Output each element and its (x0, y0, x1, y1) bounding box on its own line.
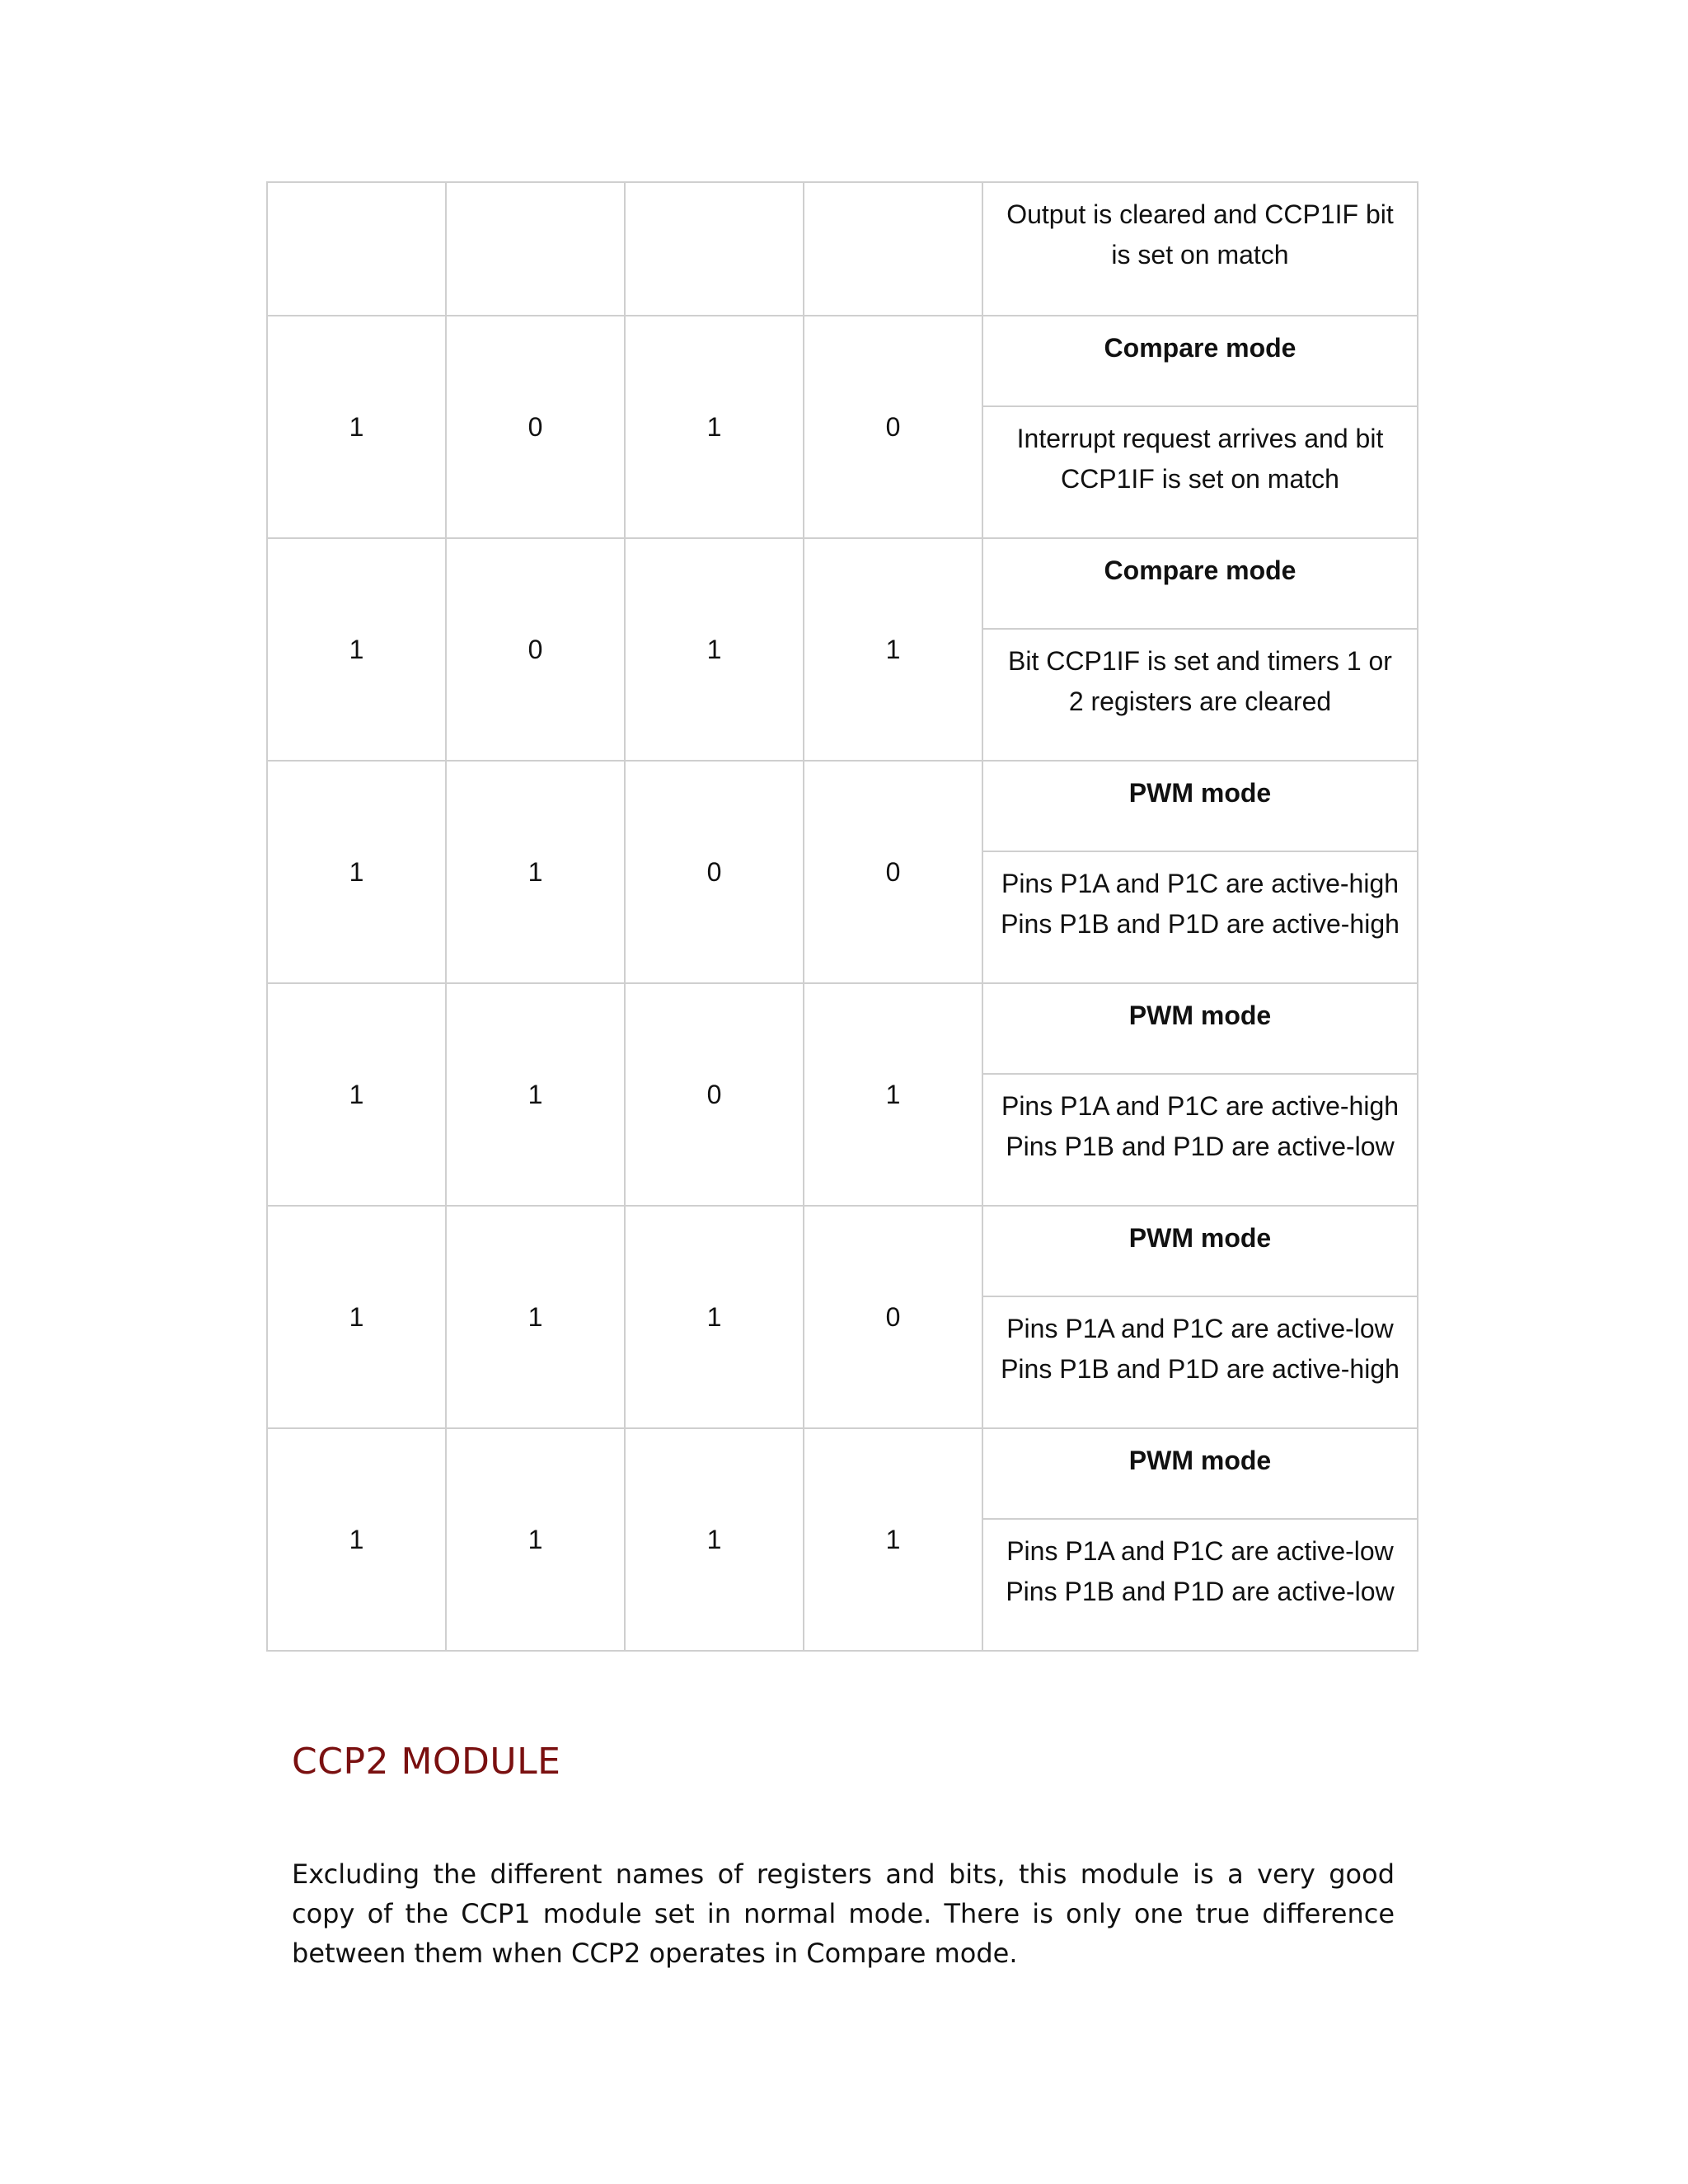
bit-cell: 1 (804, 983, 982, 1206)
bit-cell: 1 (267, 1206, 446, 1428)
description-line: Output is cleared and CCP1IF bit (1006, 199, 1394, 229)
description-line: Pins P1A and P1C are active-low (1006, 1536, 1394, 1566)
mode-description-cell (982, 1519, 1418, 1651)
description-line: is set on match (1111, 240, 1289, 269)
bit-cell: 1 (267, 538, 446, 761)
mode-name-cell: PWM mode (982, 1206, 1418, 1296)
table-row (267, 1206, 1418, 1296)
bit-cell: 1 (804, 1428, 982, 1651)
description-line: 2 registers are cleared (1068, 687, 1332, 716)
bit-cell: 0 (804, 316, 982, 538)
description-line: Bit CCP1IF is set and timers 1 or (1008, 646, 1392, 676)
table-row (267, 1428, 1418, 1519)
table-row (267, 182, 1418, 316)
bit-cell: 0 (804, 1206, 982, 1428)
mode-description-cell (982, 1074, 1418, 1206)
table-row (267, 538, 1418, 629)
mode-description-cell (982, 851, 1418, 983)
bit-cell: 1 (446, 983, 625, 1206)
section-heading: CCP2 MODULE (292, 1741, 561, 1783)
mode-description-cell (982, 629, 1418, 761)
bit-cell: 1 (267, 761, 446, 983)
bit-cell (625, 182, 804, 316)
mode-description-cell (982, 182, 1418, 316)
bit-cell (446, 182, 625, 316)
description-line: Pins P1B and P1D are active-low (1006, 1577, 1395, 1606)
bit-cell: 1 (446, 761, 625, 983)
mode-name-cell: PWM mode (982, 983, 1418, 1074)
bit-cell: 1 (625, 1206, 804, 1428)
description-line: Pins P1A and P1C are active-high (1001, 869, 1400, 898)
bit-cell: 1 (625, 538, 804, 761)
description-line: CCP1IF is set on match (1061, 464, 1339, 494)
bit-cell: 1 (267, 316, 446, 538)
ccp-mode-table (266, 181, 1418, 1652)
description-line: Pins P1B and P1D are active-high (1001, 1354, 1400, 1384)
mode-description-cell (982, 1296, 1418, 1428)
bit-cell: 0 (625, 761, 804, 983)
mode-name-cell: Compare mode (982, 538, 1418, 629)
mode-description-cell (982, 406, 1418, 538)
mode-name-cell: PWM mode (982, 1428, 1418, 1519)
section-paragraph: Excluding the different names of registers and bits, this module is a very good copy of the CCP1 module set in normal mode. There is only one true difference between them when CCP2 operates in Compare mode. (292, 1858, 1395, 1969)
table-row (267, 316, 1418, 406)
bit-cell: 1 (625, 1428, 804, 1651)
mode-name-cell: Compare mode (982, 316, 1418, 406)
table-row (267, 983, 1418, 1074)
bit-cell: 1 (446, 1206, 625, 1428)
description-line: Pins P1B and P1D are active-high (1001, 909, 1400, 939)
bit-cell: 1 (446, 1428, 625, 1651)
description-line: Interrupt request arrives and bit (1016, 424, 1384, 453)
bit-cell: 0 (804, 761, 982, 983)
bit-cell (804, 182, 982, 316)
bit-cell: 1 (804, 538, 982, 761)
bit-cell: 1 (267, 1428, 446, 1651)
table-row (267, 761, 1418, 851)
bit-cell: 0 (446, 316, 625, 538)
bit-cell: 0 (625, 983, 804, 1206)
bit-cell: 0 (446, 538, 625, 761)
bit-cell: 1 (625, 316, 804, 538)
bit-cell: 1 (267, 983, 446, 1206)
description-line: Pins P1A and P1C are active-low (1006, 1314, 1394, 1343)
description-line: Pins P1B and P1D are active-low (1006, 1132, 1395, 1161)
mode-name-cell: PWM mode (982, 761, 1418, 851)
description-line: Pins P1A and P1C are active-high (1001, 1091, 1400, 1121)
bit-cell (267, 182, 446, 316)
